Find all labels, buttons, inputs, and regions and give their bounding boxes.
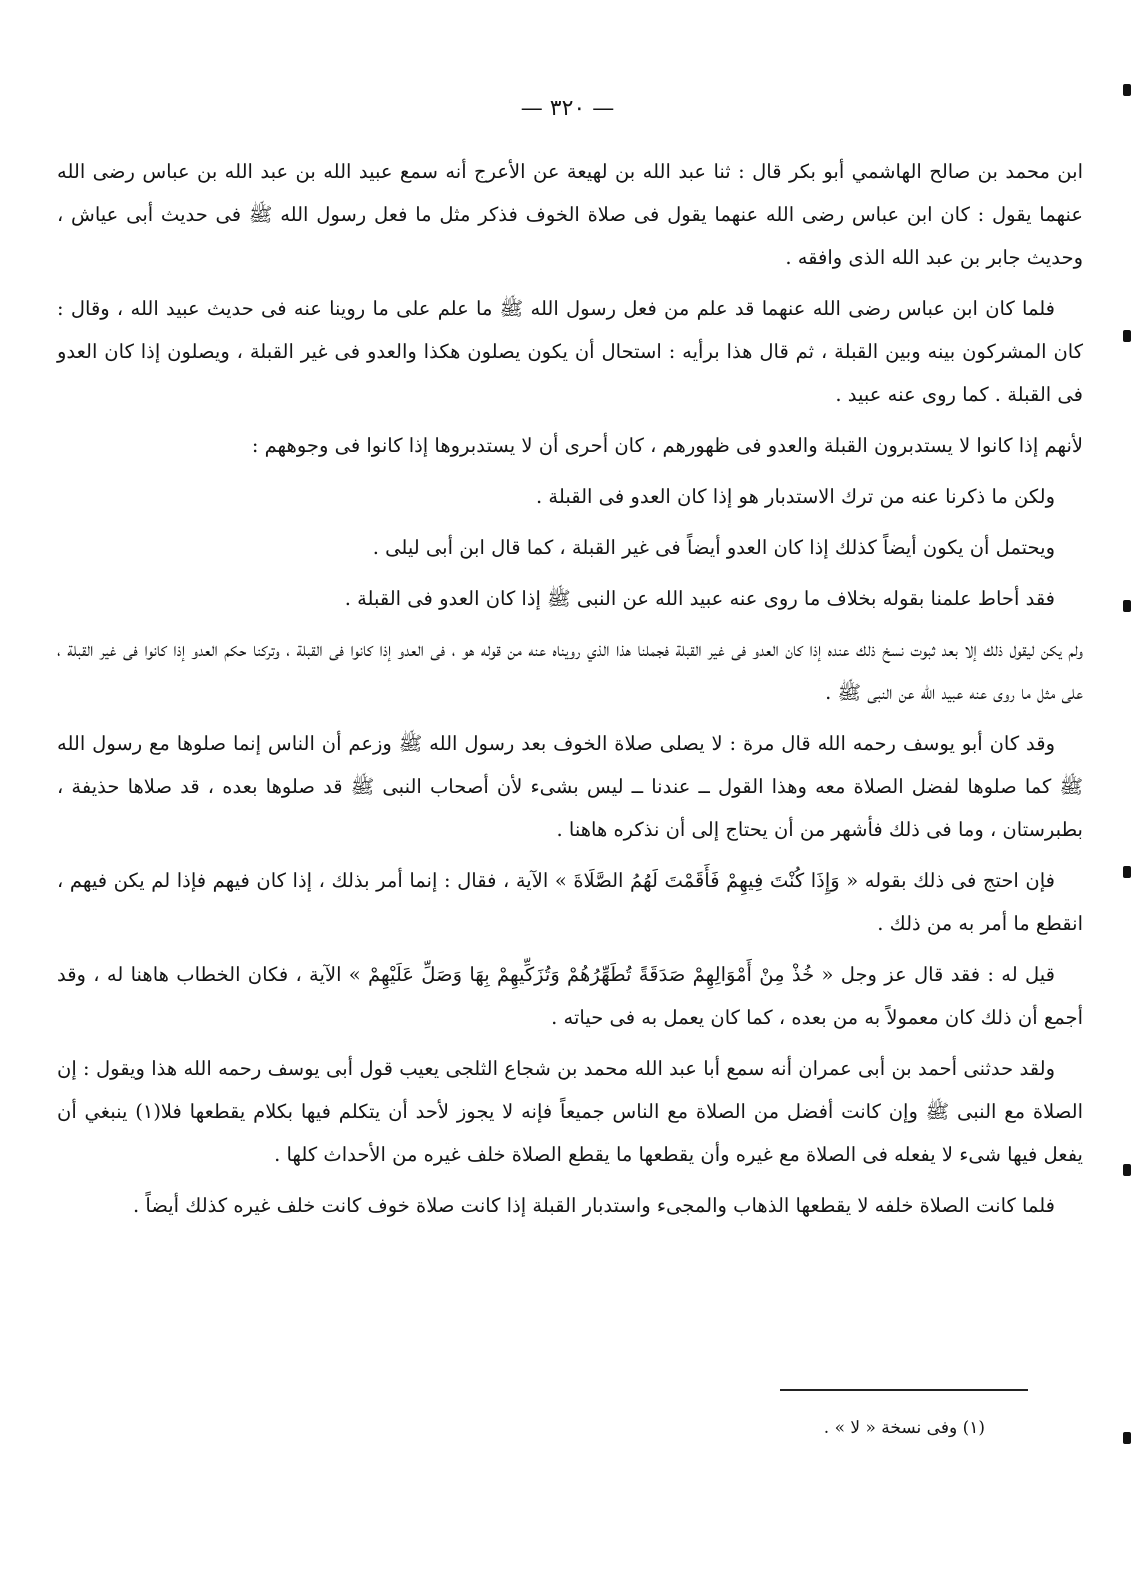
paragraph: فلما كان ابن عباس رضى الله عنهما قد علم من فعل رسول الله ﷺ ما علم على ما روينا عنه فى حديث عبيد الله ، وقال : كان المشركون بينه وبين القبلة ، ثم قال هذا برأيه : استحال أن يكون يصلون هكذا والعدو فى غير القبلة ، ويصلون إذا كان العدو فى القبلة . كما روى عنه عبيد . <box>57 297 1083 406</box>
footnote-divider <box>780 1389 1028 1391</box>
scan-margin-mark <box>1123 866 1131 878</box>
paragraph: وقد كان أبو يوسف رحمه الله قال مرة : لا يصلى صلاة الخوف بعد رسول الله ﷺ وزعم أن الناس إنما صلوها مع رسول الله ﷺ كما صلوها لفضل الصلاة معه وهذا القول ــ عندنا ــ ليس بشىء لأن أصحاب النبى ﷺ قد صلوها بعده ، قد صلاها حذيفة ، بطبرستان ، وما فى ذلك فأشهر من أن يحتاج إلى أن نذكره هاهنا . <box>57 732 1083 841</box>
scan-margin-mark <box>1123 330 1131 342</box>
scan-margin-mark <box>1123 1432 1131 1444</box>
paragraph: لأنهم إذا كانوا لا يستدبرون القبلة والعدو فى ظهورهم ، كان أحرى أن لا يستدبروها إذا كانوا فى وجوههم : <box>251 434 1083 457</box>
paragraph: ولم يكن ليقول ذلك إلا بعد ثبوت نسخ ذلك عنده إذا كان العدو فى غير القبلة فجملنا هذا الذي رويناه عنه من قوله هو ، فى العدو إذا كانوا فى القبلة ، وتركنا حكم العدو إذا كانوا فى غير القبلة ، على مثل ما روى عنه عبيد الله عن النبى ﷺ . <box>57 638 1083 704</box>
footnote: (١) وفى نسخة « لا » . <box>823 1418 985 1438</box>
main-text <box>57 150 1083 1235</box>
paragraph: ولقد حدثنى أحمد بن أبى عمران أنه سمع أبا عبد الله محمد بن شجاع الثلجى يعيب قول أبى يوسف رحمه الله هذا ويقول : إن الصلاة مع النبى ﷺ وإن كانت أفضل من الصلاة مع الناس جميعاً فإنه لا يجوز لأحد أن يتكلم فيها بكلام يقطعها فلا(١) ينبغي أن يفعل فيها شىء لا يفعله فى الصلاة مع غيره وأن يقطعها ما يقطع الصلاة خلف غيره من الأحداث كلها . <box>57 1057 1083 1166</box>
scan-margin-mark <box>1123 1164 1131 1176</box>
scan-margin-mark <box>1123 84 1131 96</box>
scan-margin-mark <box>1123 600 1131 612</box>
paragraph: ولكن ما ذكرنا عنه من ترك الاستدبار هو إذا كان العدو فى القبلة . <box>536 485 1055 508</box>
paragraph: فقد أحاط علمنا بقوله بخلاف ما روى عنه عبيد الله عن النبى ﷺ إذا كان العدو فى القبلة . <box>344 587 1055 610</box>
page-number: — ٣٢٠ — <box>520 96 615 121</box>
paragraph: فإن احتج فى ذلك بقوله « وَإِذَا كُنْتَ فِيهِمْ فَأَقَمْتَ لَهُمُ الصَّلَاةَ » الآية ، فقال : إنما أمر بذلك ، إذا كان فيهم فإذا لم يكن فيهم ، انقطع ما أمر به من ذلك . <box>57 869 1083 935</box>
paragraph: ويحتمل أن يكون أيضاً كذلك إذا كان العدو أيضاً فى غير القبلة ، كما قال ابن أبى ليلى . <box>372 536 1055 559</box>
paragraph: ابن محمد بن صالح الهاشمي أبو بكر قال : ثنا عبد الله بن لهيعة عن الأعرج أنه سمع عبيد الله بن عبد الله بن عباس رضى الله عنهما يقول : كان ابن عباس رضى الله عنهما يقول فى صلاة الخوف فذكر مثل ما فعل رسول الله ﷺ فى حديث أبى عياش ، وحديث جابر بن عبد الله الذى وافقه . <box>57 160 1083 269</box>
paragraph: قيل له : فقد قال عز وجل « خُذْ مِنْ أَمْوَالِهِمْ صَدَقَةً تُطَهِّرُهُمْ وَتُزَكِّيهِمْ بِهَا وَصَلِّ عَلَيْهِمْ » الآية ، فكان الخطاب هاهنا له ، وقد أجمع أن ذلك كان معمولاً به من بعده ، كما كان يعمل به فى حياته . <box>57 963 1083 1029</box>
paragraph: فلما كانت الصلاة خلفه لا يقطعها الذهاب والمجىء واستدبار القبلة إذا كانت صلاة خوف كانت خلف غيره كذلك أيضاً . <box>132 1194 1055 1217</box>
